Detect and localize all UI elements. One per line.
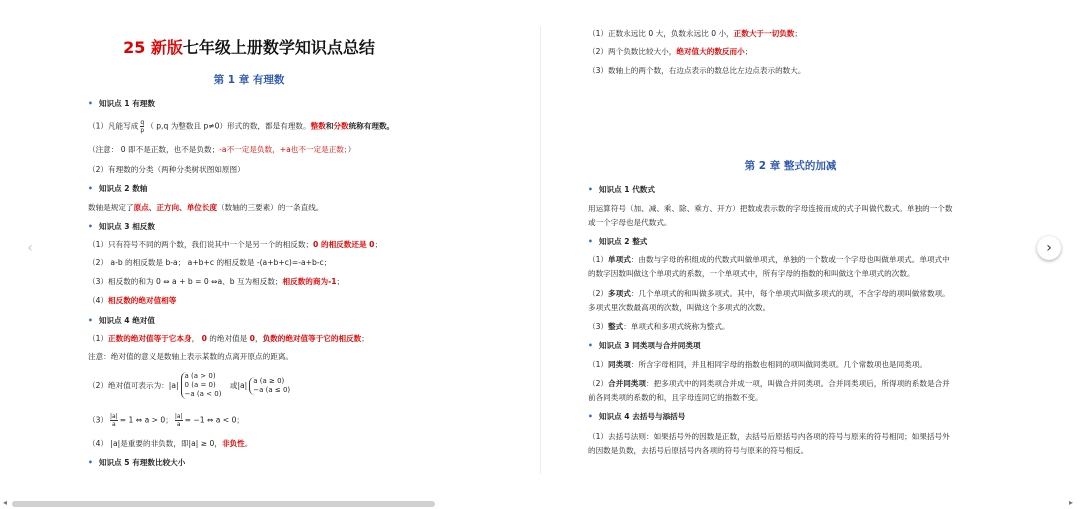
ch2-point-3-line-2b: 前各同类项的系数的和，且字母连同它的指数不变。 — [588, 393, 763, 402]
ch2-point-3-line-1: （1）同类项：所含字母相同，并且相同字母的指数也相同的项叫做同类项。几个常数项也是同类项。 — [588, 360, 927, 369]
scroll-right-arrow-icon[interactable]: ▸ — [1069, 498, 1074, 507]
ch2-point-2-line-2: （2）多项式：几个单项式的和叫做多项式。其中，每个单项式叫做多项式的项，不含字母的项叫做常数项。 — [588, 289, 950, 298]
compare-line-3: （3）数轴上的两个数，右边点表示的数总比左边点表示的数大。 — [588, 66, 806, 75]
point-3-line-2: （2） a-b 的相反数是 b-a； a+b+c 的相反数是 -(a+b+c)=-a+b-c； — [88, 258, 332, 267]
ch2-point-2-line-2b: 多项式里次数最高项的次数，叫做这个多项式的次数。 — [588, 303, 771, 312]
ch2-point-2-heading: • 知识点 2 整式 — [588, 237, 648, 246]
prev-page-button[interactable] — [18, 236, 42, 260]
ch2-point-3-heading: • 知识点 3 同类项与合并同类项 — [588, 341, 701, 350]
ch2-point-4-heading: • 知识点 4 去括号与添括号 — [588, 412, 686, 421]
point-4-line-4: （4） |a|是重要的非负数，即|a| ≥ 0，非负性。 — [88, 439, 253, 448]
chapter-1-heading: 第 1 章 有理数 — [213, 74, 285, 86]
point-1-note: （注意： 0 即不是正数，也不是负数；-a不一定是负数，+a也不一定是正数；） — [88, 145, 356, 154]
point-5-heading: • 知识点 5 有理数比较大小 — [88, 458, 186, 467]
page-divider — [540, 26, 541, 474]
ch2-point-2-line-1b: 的数字因数叫做这个单项式的系数，一个单项式中，所有字母的指数的和叫做这个单项式的次数。 — [588, 269, 915, 278]
compare-line-1: （1）正数永远比 0 大，负数永远比 0 小，正数大于一切负数； — [588, 29, 802, 38]
right-page — [588, 0, 993, 490]
ch2-point-1-para-1: 用运算符号（加、减、乘、除、乘方、开方）把数或表示数的字母连接而成的式子叫做代数式。单独的一个数 — [588, 204, 953, 213]
chevron-left-icon: ‹ — [27, 240, 33, 256]
point-4-note: 注意：绝对值的意义是数轴上表示某数的点离开原点的距离。 — [88, 352, 294, 361]
chevron-right-icon: › — [1046, 240, 1052, 256]
point-4-heading: • 知识点 4 绝对值 — [88, 316, 155, 325]
ch2-point-4-line-1: （1）去括号法则：如果括号外的因数是正数，去括号后原括号内各项的符号与原来的符号相同；如果括号外 — [588, 432, 950, 441]
point-1-line-2: （2）有理数的分类（两种分类树状图如原图） — [88, 165, 245, 174]
ch2-point-4-line-2: 的因数是负数，去括号后原括号内各项的符号与原来的符号相反。 — [588, 446, 809, 455]
horizontal-scrollbar-thumb[interactable] — [12, 501, 435, 507]
point-3-line-4: （4）相反数的绝对值相等 — [88, 296, 177, 305]
chapter-2-heading: 第 2 章 整式的加减 — [744, 160, 837, 172]
point-2-line-1: 数轴是规定了原点、正方向、单位长度（数轴的三要素）的一条直线。 — [88, 203, 324, 212]
point-4-line-1: （1）正数的绝对值等于它本身， 0 的绝对值是 0，负数的绝对值等于它的相反数； — [88, 334, 369, 343]
abs-cases-brace-2: a (a ≥ 0) −a (a ≤ 0) — [249, 377, 290, 395]
compare-line-2: （2）两个负数比较大小，绝对值大的数反而小； — [588, 47, 753, 56]
ch2-point-2-line-1: （1）单项式：由数与字母的积组成的代数式叫做单项式，单独的一个数或一个字母也叫做单项式。单项式中 — [588, 255, 950, 264]
point-4-line-2: （2）绝对值可表示为：|a| a (a > 0) 0 (a = 0) −a (a < 0) 或|a| a (a ≥ 0) −a (a ≤ 0) — [88, 372, 291, 398]
scroll-left-arrow-icon[interactable]: ◂ — [3, 498, 8, 507]
left-page — [88, 0, 410, 490]
ch2-point-3-line-2: （2）合并同类项：把多项式中的同类项合并成一项，叫做合并同类项。合并同类项后，所得项的系数是合并 — [588, 379, 950, 388]
point-3-line-3: （3）相反数的和为 0 ⇔ a + b = 0 ⇔a、b 互为相反数；相反数的商为-1； — [88, 277, 345, 286]
point-1-line-1: （1）凡能写成 $\frac{q}{p}$ （ p,q 为整数且 p≠0）形式的数，都是有理数。整数和分数统称有理数。 — [88, 119, 395, 134]
ch2-point-2-line-3: （3）整式：单项式和多项式统称为整式。 — [588, 322, 730, 331]
point-3-heading: • 知识点 3 相反数 — [88, 222, 155, 231]
point-1-heading: • 知识点 1 有理数 — [88, 99, 155, 108]
ch2-point-1-para-2: 或一个字母也是代数式。 — [588, 218, 672, 227]
abs-cases-brace-1: a (a > 0) 0 (a = 0) −a (a < 0) — [181, 372, 222, 399]
next-page-button[interactable] — [1037, 236, 1061, 260]
ch2-point-1-heading: • 知识点 1 代数式 — [588, 185, 655, 194]
point-2-heading: • 知识点 2 数轴 — [88, 184, 148, 193]
document-title: 25 新版七年级上册数学知识点总结 — [123, 38, 375, 57]
point-3-line-1: （1）只有符号不同的两个数，我们说其中一个是另一个的相反数；0 的相反数还是 0； — [88, 240, 383, 249]
point-4-line-3: （3） $\frac{|a|}{a} = 1$ ⇔ a > 0； $\frac{|a|}{a} = -1$ ⇔ a < 0； — [88, 413, 245, 428]
